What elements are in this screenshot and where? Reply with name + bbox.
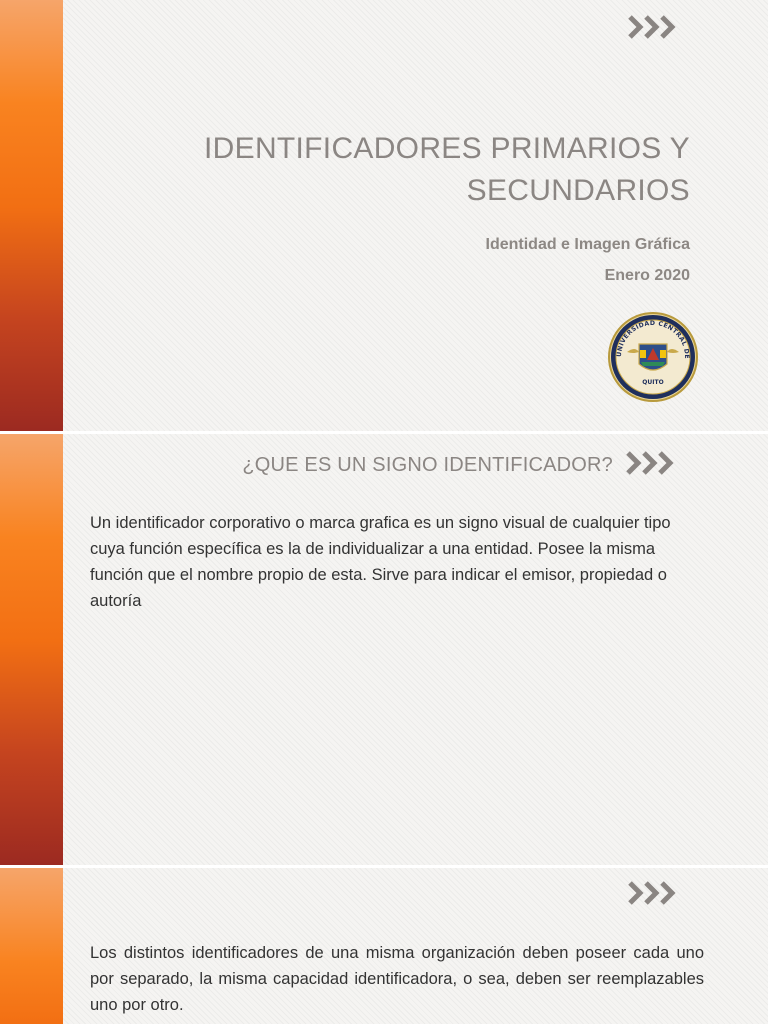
chevron-triple-right-icon bbox=[626, 14, 684, 40]
title-slide bbox=[0, 0, 768, 431]
identifier-paragraph: Los distintos identificadores de una misma organización deben poseer cada uno por separado, la misma capacidad identificadora, o sea, deben ser reemplazables uno por otro. bbox=[90, 944, 704, 1014]
chevron-triple-right-icon bbox=[624, 450, 682, 476]
chevron-triple-right-icon bbox=[626, 880, 684, 906]
svg-text:QUITO: QUITO bbox=[642, 379, 664, 386]
definition-paragraph: Un identificador corporativo o marca grafica es un signo visual de cualquier tipo cuya función específica es la de individualizar a una entidad. Posee la misma función que el nombre propio de esta. Sirve para indicar el emisor, propiedad o autoría bbox=[90, 514, 671, 610]
slide-subtitle: Identidad e Imagen Gráfica bbox=[485, 236, 690, 253]
accent-sidebar bbox=[0, 0, 63, 431]
svg-text:UNIVERSIDAD CENTRAL DEL ECUADO: UNIVERSIDAD CENTRAL DE bbox=[615, 319, 691, 360]
university-seal-logo bbox=[607, 310, 699, 404]
accent-sidebar bbox=[0, 434, 63, 865]
section-heading: ¿QUE ES UN SIGNO IDENTIFICADOR? bbox=[242, 454, 613, 476]
definition-slide bbox=[0, 434, 768, 865]
content-slide bbox=[0, 868, 768, 1024]
slide-date: Enero 2020 bbox=[604, 267, 690, 284]
accent-sidebar bbox=[0, 868, 63, 1024]
slide-title: IDENTIFICADORES PRIMARIOS Y SECUNDARIOS bbox=[204, 132, 690, 207]
